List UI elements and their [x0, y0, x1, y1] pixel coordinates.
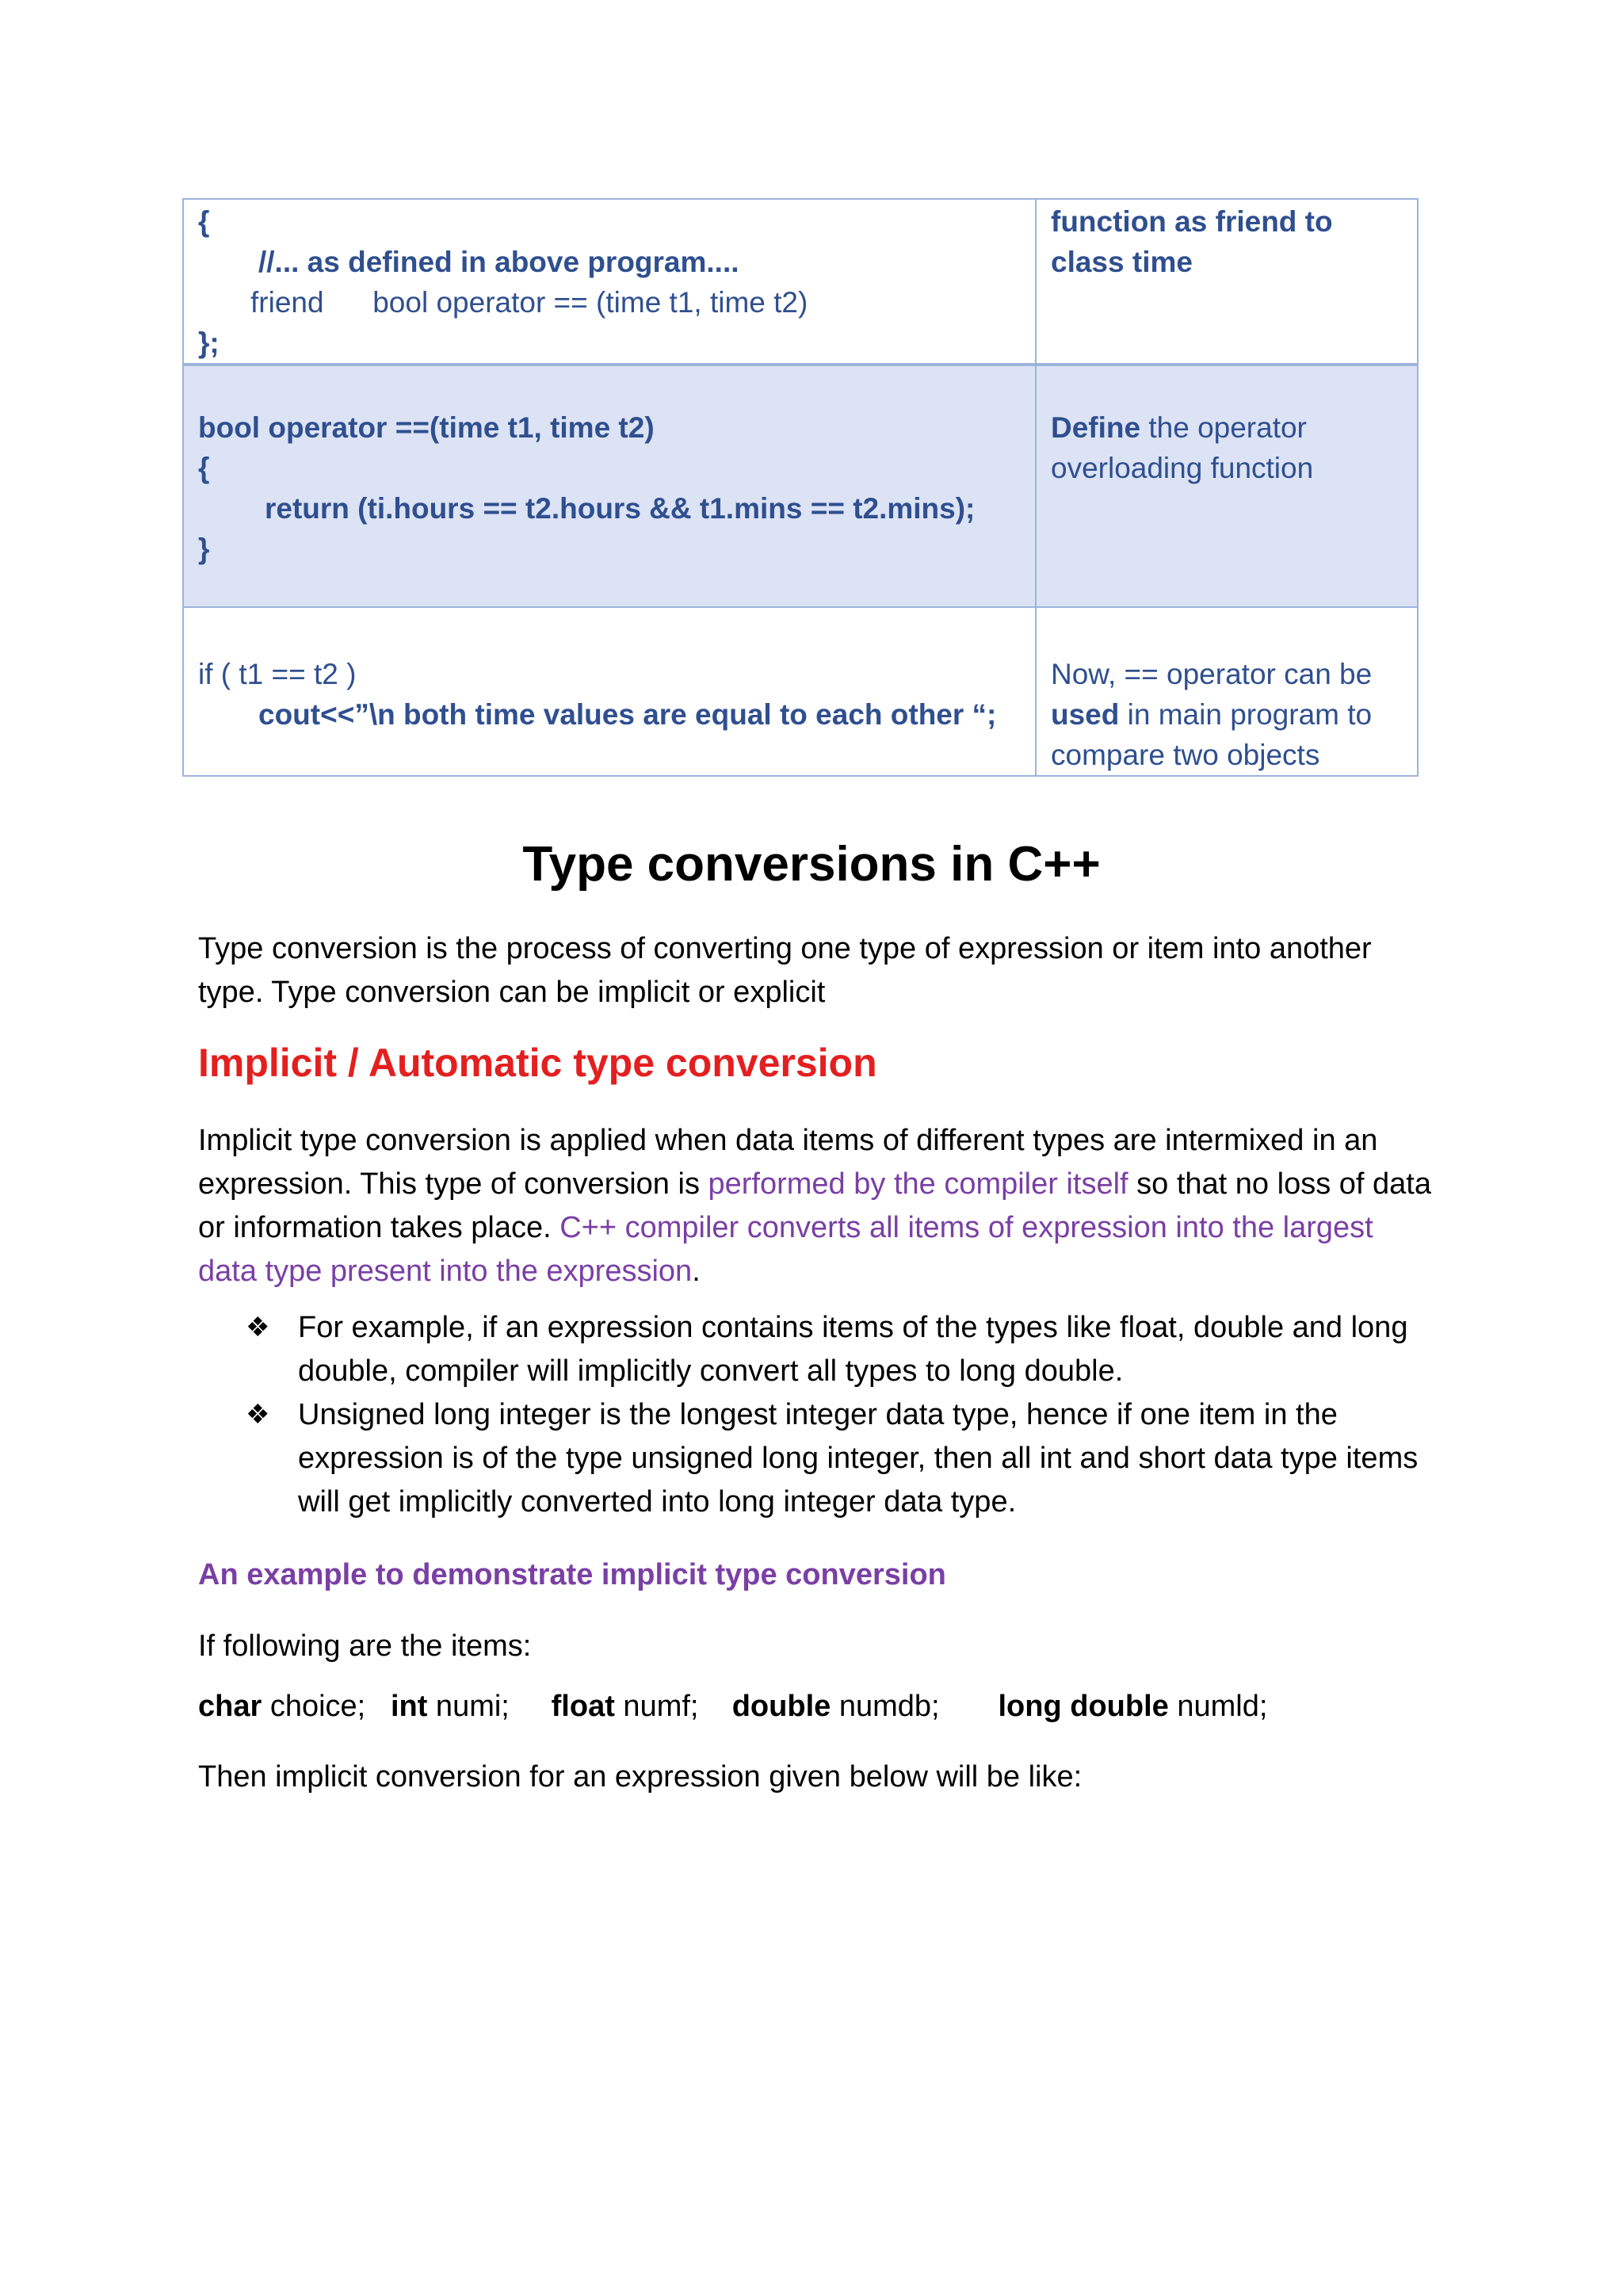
text-run: Implicit type conversion is applied when data items of different types are intermixed in an expression. This type of conversion is — [198, 1124, 1378, 1201]
list-item-text: For example, if an expression contains items of the types like float, double and long double, compiler will implicitly convert all types to long double. — [298, 1311, 1408, 1388]
note-bold: used — [1051, 698, 1120, 731]
highlight-run: performed by the compiler itself — [708, 1167, 1128, 1201]
diamond-bullet-icon: ❖ — [246, 1400, 270, 1430]
note-cell — [1036, 365, 1418, 607]
decl-name: choice; — [262, 1690, 366, 1723]
note-text: in main program to compare two objects — [1051, 698, 1373, 771]
code-line: { — [198, 452, 210, 484]
note-text: the operator overloading function — [1051, 411, 1314, 484]
code-line: } — [198, 533, 210, 565]
intro-paragraph: Type conversion is the process of converting one type of expression or item into another type. Type conversion can be implicit or explicit — [198, 932, 1372, 1009]
operator-overloading-table — [182, 198, 1419, 777]
decl-name: numf; — [614, 1690, 699, 1723]
decl-name: numld; — [1168, 1690, 1268, 1723]
code-cell — [183, 607, 1036, 776]
decl-name: numdb; — [831, 1690, 940, 1723]
decl-type: double — [731, 1690, 831, 1723]
decl-type: int — [390, 1690, 428, 1723]
note-bold: Define — [1051, 411, 1141, 444]
code-line: if ( t1 == t2 ) — [198, 658, 357, 690]
highlight-run: C++ compiler converts all items of expression into the largest data type present into the expression — [198, 1211, 1373, 1288]
text-run: so that no loss of data or information takes place. — [198, 1167, 1431, 1244]
decl-type: long double — [998, 1690, 1169, 1723]
note-cell — [1036, 607, 1418, 776]
sub-heading: An example to demonstrate implicit type conversion — [198, 1558, 946, 1591]
decl-name: numi; — [427, 1690, 510, 1723]
note-cell — [1036, 199, 1418, 365]
declarations-line — [198, 1690, 1267, 1724]
diamond-bullet-icon: ❖ — [246, 1312, 270, 1343]
list-item-text: Unsigned long integer is the longest integer data type, hence if one item in the expression is of the type unsigned long integer, then all int and short data type items will get implicitly converted into long integer data type. — [298, 1398, 1419, 1519]
code-cell — [183, 365, 1036, 607]
list-item — [246, 1393, 1434, 1524]
implicit-paragraph — [198, 1119, 1434, 1293]
code-line: cout<<”\n both time values are equal to each other “; — [258, 698, 997, 731]
decl-type: char — [198, 1690, 262, 1723]
table-row — [183, 365, 1418, 607]
table-row — [183, 199, 1418, 365]
items-intro: If following are the items: — [198, 1629, 532, 1663]
bullet-list — [246, 1306, 1434, 1524]
code-line: return (ti.hours == t2.hours && t1.mins == t2.mins); — [265, 492, 976, 525]
page-title: Type conversions in C++ — [522, 837, 1101, 892]
code-line: { — [198, 205, 210, 238]
code-line: //... as defined in above program.... — [258, 246, 739, 278]
table-row — [183, 607, 1418, 776]
decl-type: float — [551, 1690, 615, 1723]
note-text: Now, == operator can be — [1051, 658, 1373, 690]
code-line: friend bool operator == (time t1, time t2) — [250, 286, 808, 319]
note-text: function as friend to class time — [1051, 205, 1333, 278]
code-line: bool operator ==(time t1, time t2) — [198, 411, 655, 444]
text-run: . — [692, 1255, 701, 1288]
code-cell — [183, 199, 1036, 365]
section-heading: Implicit / Automatic type conversion — [198, 1041, 877, 1085]
code-line: }; — [198, 327, 220, 359]
conclusion-paragraph: Then implicit conversion for an expression given below will be like: — [198, 1760, 1083, 1794]
list-item — [246, 1306, 1434, 1393]
